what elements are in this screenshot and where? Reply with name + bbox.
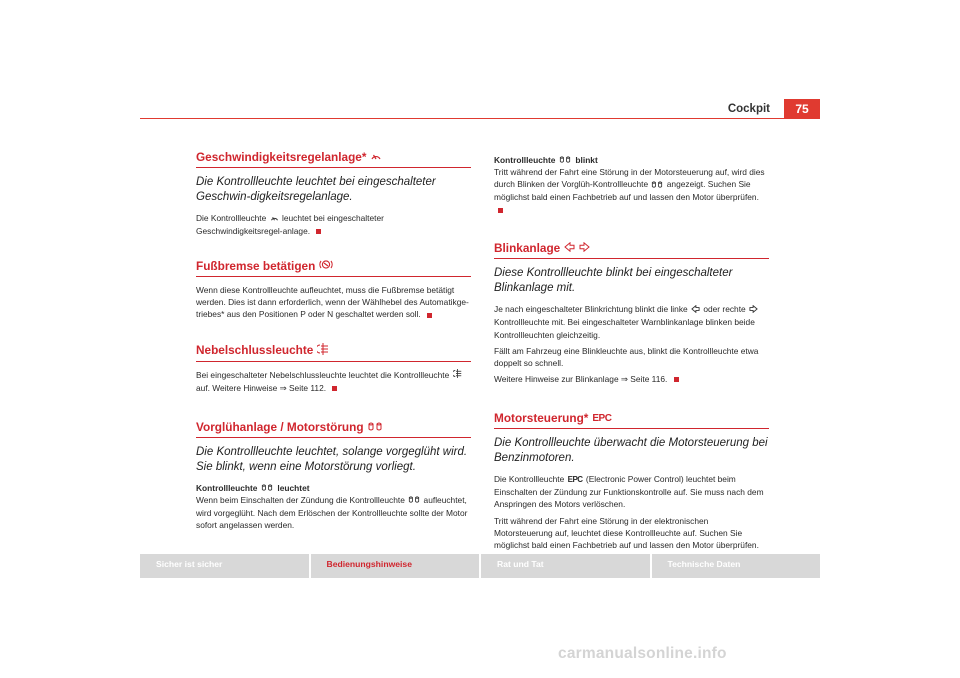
epc-body-2: Tritt während der Fahrt eine Störung in der elektronischen Motorsteuerung auf, leuchtet diese Kontrollleuchte auf. Suchen Sie möglichst bald einen Fachbetrieb auf und lassen den Motor überprüfen. [494,515,769,564]
footer-nav [140,554,820,578]
epc-heading: Motorsteuerung* EPC [494,411,769,429]
footer-tab-safety[interactable]: Sicher ist sicher [156,559,223,569]
epc-icon: EPC [592,412,612,424]
footer-tab-technical-data[interactable]: Technische Daten [650,554,821,578]
footer-tab-operation[interactable]: Bedienungshinweise [309,554,480,578]
rear-fog-heading: Nebelschlussleuchte [196,343,471,362]
page-number: 75 [784,99,820,119]
footer-tab-advice[interactable]: Rat und Tat [479,554,650,578]
turn-right-icon [579,241,590,255]
speedometer-icon [270,213,279,225]
section-end-marker [316,229,321,234]
glow-plug-icon [408,494,420,506]
cruise-control-heading: Geschwindigkeitsregelanlage* [196,150,471,168]
header-rule [140,118,820,119]
right-column [494,154,769,567]
glow-plug-icon [651,179,663,191]
turn-left-icon [691,304,700,316]
glow-blink-subheading: Kontrollleuchte blinkt [494,155,598,165]
cruise-control-body: Die Kontrollleuchte leuchtet bei eingeschalteter Geschwindigkeitsregel-anlage. [196,213,384,236]
brake-heading: Fußbremse betätigen [196,259,471,277]
brake-icon [319,259,333,273]
section-end-marker [427,313,432,318]
epc-body-1: Die Kontrollleuchte EPC (Electronic Power Control) leuchtet beim Einschalten der Zündung zur Funktionskontrolle auf. Sie muss nach dem Anspringen des Motors verlöschen. [494,474,764,510]
indicator-body-2: Fällt am Fahrzeug eine Blinkleuchte aus, blinkt die Kontrollleuchte etwa doppelt so schnell. [494,345,759,368]
speedometer-icon [370,150,382,164]
glow-plug-icon [559,154,571,166]
section-end-marker [674,377,679,382]
rear-fog-body: Bei eingeschalteter Nebelschlussleuchte leuchtet die Kontrollleuchte auf. Weitere Hinweise ⇒ Seite 112. [196,369,471,394]
glow-plug-heading: Vorglühanlage / Motorstörung [196,420,471,438]
turn-right-icon [749,304,758,316]
turn-left-icon [564,241,575,255]
glow-plug-icon [368,420,382,434]
rear-fog-icon [453,369,462,381]
glow-plug-lead: Die Kontrollleuchte leuchtet, solange vorgeglüht wird. Sie blinkt, wenn eine Motorstörung vorliegt. [196,445,468,473]
glow-plug-body: Wenn beim Einschalten der Zündung die Kontrollleuchte aufleuchtet, wird vorgeglüht. Nach dem Erlöschen der Kontrollleuchte sollte der Motor sofort angelassen werden. [196,494,468,530]
indicator-body-3: Weitere Hinweise zur Blinkanlage ⇒ Seite 116. [494,373,769,385]
page-title: Cockpit [727,103,770,115]
section-end-marker [498,208,503,213]
indicator-lead: Diese Kontrollleuchte blinkt bei eingeschalteter Blinkanlage mit. [494,267,733,295]
brake-body: Wenn diese Kontrollleuchte aufleuchtet, muss die Fußbremse betätigt werden. Dies ist dann erforderlich, wenn der Wählhebel des Automatikge-triebes* aus den Positionen P oder N geschaltet werden soll. [196,285,469,320]
epc-icon: EPC [567,475,583,485]
watermark: carmanualsonline.info [558,645,727,662]
epc-lead: Die Kontrollleuchte überwacht die Motorsteuerung bei Benzinmotoren. [494,437,768,465]
section-end-marker [332,386,337,391]
cruise-control-lead: Die Kontrollleuchte leuchtet bei eingeschalteter Geschwin-digkeitsregelanlage. [196,176,436,203]
rear-fog-icon [317,343,329,358]
glow-blink-body: Tritt während der Fahrt eine Störung in der Motorsteuerung auf, wird dies durch Blinken der Vorglüh-Kontrollleuchte angezeigt. Suchen Sie möglichst bald einen Fachbetrieb auf und lassen den Motor überprüfen. [494,166,769,215]
indicator-body-1: Je nach eingeschalteter Blinkrichtung blinkt die linke oder rechte Kontrollleuchte mit. Bei eingeschalteter Warnblinkanlage blinken beide Kontrollleuchten gleichzeitig. [494,303,769,340]
indicator-heading: Blinkanlage [494,241,769,259]
glow-plug-icon [261,482,273,494]
left-column [196,150,471,535]
glow-plug-subheading: Kontrollleuchte leuchtet [196,482,310,493]
